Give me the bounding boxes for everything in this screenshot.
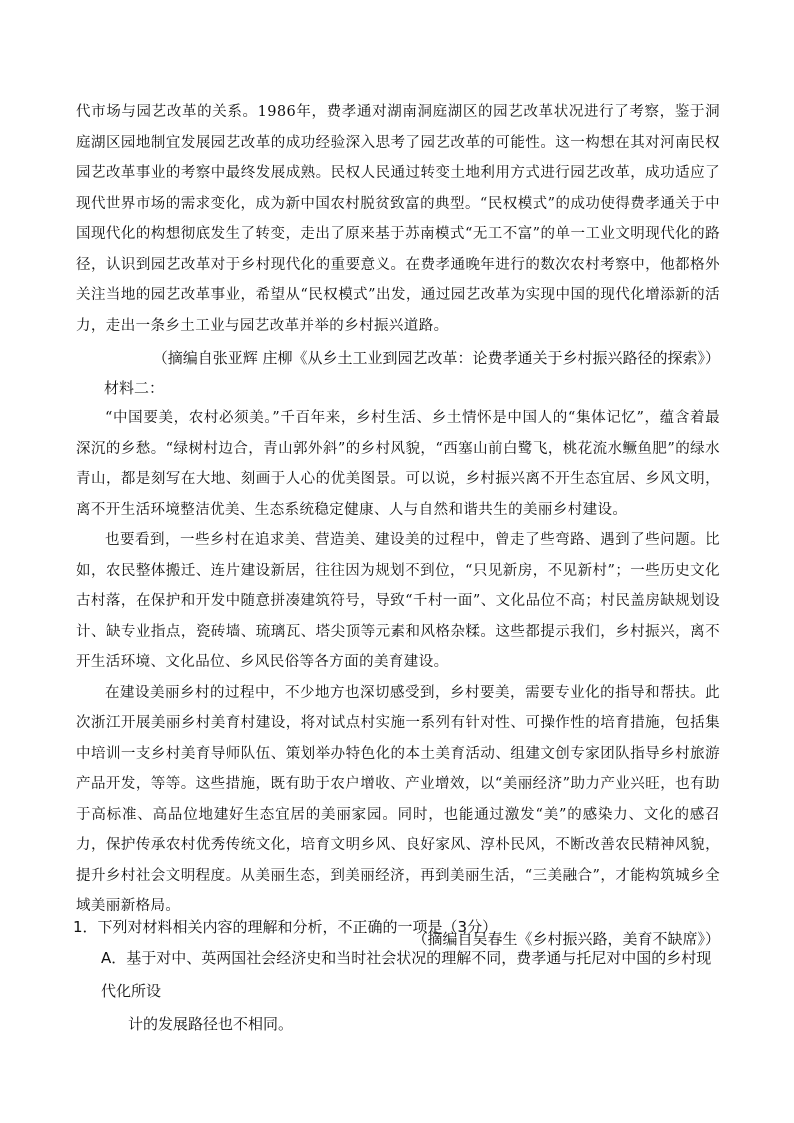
material2-paragraph-1: “中国要美，农村必须美。”千百年来，乡村生活、乡土情怀是中国人的“集体记忆”，蕴含着最深沉的乡愁。“绿树村边合，青山郭外斜”的乡村风貌，“西塞山前白鹭飞，桃花流水鳜鱼肥”的绿水青山，都是刻写在大地、刻画于人心的优美图景。可以说，乡村振兴离不开生态宜居、乡风文明，离不开生活环境整洁优美、生态系统稳定健康、人与自然和谐共生的美丽乡村建设。 [76,410,720,518]
article-body [76,97,720,954]
material2-label: 材料二： [104,379,165,397]
option-a [73,942,723,1041]
option-a-line2: 计的发展路径也不相同。 [128,1015,294,1033]
question-1 [73,912,723,1041]
material1-source: （摘编自张亚辉 庄柳《从乡土工业到园艺改革：论费孝通关于乡村振兴路径的探索》） [152,349,720,367]
option-a-line1: A．基于对中、英两国社会经济史和当时社会状况的理解不同，费孝通与托尼对中国的乡村现代化所设 [101,949,712,1000]
material2-paragraph-2: 也要看到，一些乡村在追求美、营造美、建设美的过程中，曾走了些弯路、遇到了些问题。比如，农民整体搬迁、连片建设新居，往往因为规划不到位，“只见新房，不见新村”；一些历史文化古村落，在保护和开发中随意拼凑建筑符号，导致“千村一面”、文化品位不高；村民盖房缺规划设计、缺专业指点，瓷砖墙、琉璃瓦、塔尖顶等元素和风格杂糅。这些都提示我们，乡村振兴，离不开生活环境、文化品位、乡风民俗等各方面的美育建设。 [76,532,720,670]
question-stem: 1．下列对材料相关内容的理解和分析，不正确的一项是（3分） [73,918,498,936]
material1-paragraph: 代市场与园艺改革的关系。1986年，费孝通对湖南洞庭湖区的园艺改革状况进行了考察，鉴于洞庭湖区园地制宜发展园艺改革的成功经验深入思考了园艺改革的可能性。这一构想在其对河南民权园艺改革事业的考察中最终发展成熟。民权人民通过转变土地利用方式进行园艺改革，成功适应了现代世界市场的需求变化，成为新中国农村脱贫致富的典型。“民权模式”的成功使得费孝通关于中国现代化的构想彻底发生了转变，走出了原来基于苏南模式“无工不富”的单一工业文明现代化的路径，认识到园艺改革对于乡村现代化的重要意义。在费孝通晚年进行的数次农村考察中，他都格外关注当地的园艺改革事业，希望从“民权模式”出发，通过园艺改革为实现中国的现代化增添新的活力，走出一条乡土工业与园艺改革并举的乡村振兴道路。 [76,104,720,334]
material2-paragraph-3: 在建设美丽乡村的过程中，不少地方也深切感受到，乡村要美，需要专业化的指导和帮扶。此次浙江开展美丽乡村美育村建设，将对试点村实施一系列有针对性、可操作性的培育措施，包括集中培训一支乡村美育导师队伍、策划举办特色化的本土美育活动、组建文创专家团队指导乡村旅游产品开发，等等。这些措施，既有助于农户增收、产业增效，以“美丽经济”助力产业兴旺，也有助于高标准、高品位地建好生态宜居的美丽家园。同时，也能通过激发“美”的感染力、文化的感召力，保护传承农村优秀传统文化，培育文明乡风、良好家风、淳朴民风，不断改善农民精神风貌，提升乡村社会文明程度。从美丽生态，到美丽经济，再到美丽生活，“三美融合”，才能构筑城乡全域美丽新格局。 [76,684,720,914]
material2-source: （摘编自吴春生《乡村振兴路，美育不缺席》） [412,929,720,948]
